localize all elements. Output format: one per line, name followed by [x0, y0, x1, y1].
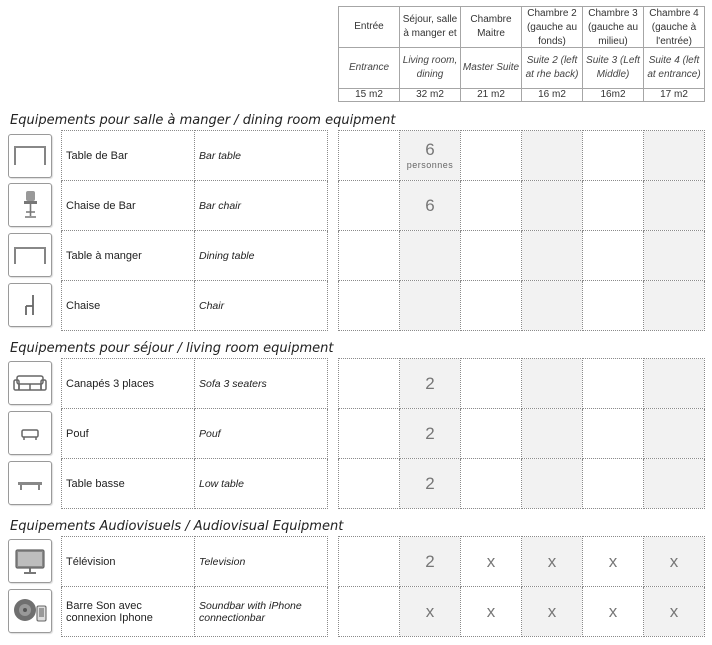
item-name-fr: Canapés 3 places [62, 359, 195, 409]
item-name-fr: Chaise de Bar [62, 181, 195, 231]
qty-cell [522, 131, 583, 181]
qty-cell [522, 409, 583, 459]
dining-items-table [61, 130, 328, 331]
room-name-fr: Chambre Maitre [461, 7, 522, 48]
item-name-en: Bar chair [195, 181, 328, 231]
item-name-en: Dining table [195, 231, 328, 281]
room-name-fr: Entrée [339, 7, 400, 48]
qty-cell [522, 231, 583, 281]
chair-icon [8, 283, 52, 327]
qty-cell [644, 131, 705, 181]
room-name-en: Entrance [339, 48, 400, 89]
room-name-en: Suite 2 (left at rhe back) [522, 48, 583, 89]
qty-cell: x [461, 537, 522, 587]
qty-cell: 2 [400, 459, 461, 509]
qty-cell [644, 409, 705, 459]
room-name-en: Suite 4 (left at entrance) [644, 48, 705, 89]
room-area: 32 m2 [400, 89, 461, 102]
qty-cell [522, 281, 583, 331]
qty-cell [461, 409, 522, 459]
sofa-icon [8, 361, 52, 405]
qty-cell [339, 537, 400, 587]
qty-cell [644, 359, 705, 409]
qty-cell [583, 359, 644, 409]
rooms-header-table [338, 6, 705, 102]
qty-cell [461, 231, 522, 281]
qty-cell [339, 359, 400, 409]
living-qty-table [338, 358, 705, 509]
bar-chair-icon [8, 183, 52, 227]
qty-cell: 6 personnes [400, 131, 461, 181]
room-area: 16 m2 [522, 89, 583, 102]
qty-cell [339, 181, 400, 231]
item-name-en: Television [195, 537, 328, 587]
room-name-fr: Chambre 2 (gauche au fonds) [522, 7, 583, 48]
qty-cell [644, 181, 705, 231]
item-name-fr: Télévision [62, 537, 195, 587]
qty-cell: x [461, 587, 522, 637]
qty-cell [339, 459, 400, 509]
qty-cell [461, 459, 522, 509]
item-name-en: Sofa 3 seaters [195, 359, 328, 409]
qty-cell: 2 [400, 359, 461, 409]
qty-cell: 6 [400, 181, 461, 231]
qty-cell: x [522, 537, 583, 587]
qty-cell [339, 409, 400, 459]
qty-cell: x [400, 587, 461, 637]
qty-cell [644, 281, 705, 331]
qty-cell [339, 131, 400, 181]
qty-cell [339, 281, 400, 331]
qty-cell [461, 181, 522, 231]
section-title-dining: Equipements pour salle à manger / dining room equipment [10, 113, 396, 128]
qty-cell [644, 459, 705, 509]
low-table-icon [8, 461, 52, 505]
room-name-fr: Chambre 4 (gauche à l'entrée) [644, 7, 705, 48]
item-name-fr: Table basse [62, 459, 195, 509]
room-name-fr: Séjour, salle à manger et [400, 7, 461, 48]
qty-cell [644, 231, 705, 281]
item-name-en: Low table [195, 459, 328, 509]
qty-cell [583, 281, 644, 331]
qty-cell [339, 587, 400, 637]
item-name-en: Chair [195, 281, 328, 331]
qty-cell [583, 231, 644, 281]
room-area: 15 m2 [339, 89, 400, 102]
qty-cell: x [522, 587, 583, 637]
bar-table-icon [8, 134, 52, 178]
qty-cell [522, 181, 583, 231]
item-name-fr: Table à manger [62, 231, 195, 281]
room-name-en: Living room, dining [400, 48, 461, 89]
qty-cell [522, 459, 583, 509]
qty-cell [461, 131, 522, 181]
item-name-fr: Table de Bar [62, 131, 195, 181]
dining-qty-table [338, 130, 705, 331]
section-title-living: Equipements pour séjour / living room equipment [10, 341, 334, 356]
qty-cell [461, 359, 522, 409]
qty-cell [339, 231, 400, 281]
qty-cell: x [644, 587, 705, 637]
pouf-icon [8, 411, 52, 455]
qty-cell: x [583, 587, 644, 637]
living-items-table [61, 358, 328, 509]
audiovisual-items-table [61, 536, 328, 637]
qty-cell [461, 281, 522, 331]
soundbar-icon [8, 589, 52, 633]
item-name-en: Bar table [195, 131, 328, 181]
qty-cell: x [644, 537, 705, 587]
item-name-fr: Chaise [62, 281, 195, 331]
room-area: 17 m2 [644, 89, 705, 102]
qty-cell [522, 359, 583, 409]
qty-cell [583, 409, 644, 459]
room-name-en: Master Suite [461, 48, 522, 89]
item-name-en: Soundbar with iPhone connectionbar [195, 587, 328, 637]
audiovisual-qty-table [338, 536, 705, 637]
item-name-fr: Pouf [62, 409, 195, 459]
qty-cell [583, 181, 644, 231]
room-area: 21 m2 [461, 89, 522, 102]
dining-table-icon [8, 233, 52, 277]
qty-cell [583, 459, 644, 509]
item-name-en: Pouf [195, 409, 328, 459]
qty-cell [400, 281, 461, 331]
room-name-en: Suite 3 (Left Middle) [583, 48, 644, 89]
qty-cell: 2 [400, 537, 461, 587]
qty-cell [400, 231, 461, 281]
room-name-fr: Chambre 3 (gauche au milieu) [583, 7, 644, 48]
item-name-fr: Barre Son avec connexion Iphone [62, 587, 195, 637]
television-icon [8, 539, 52, 583]
qty-cell: 2 [400, 409, 461, 459]
room-area: 16m2 [583, 89, 644, 102]
qty-cell: x [583, 537, 644, 587]
qty-unit: personnes [406, 160, 454, 170]
qty-cell [583, 131, 644, 181]
section-title-audiovisual: Equipements Audiovisuels / Audiovisual Equipment [10, 519, 344, 534]
